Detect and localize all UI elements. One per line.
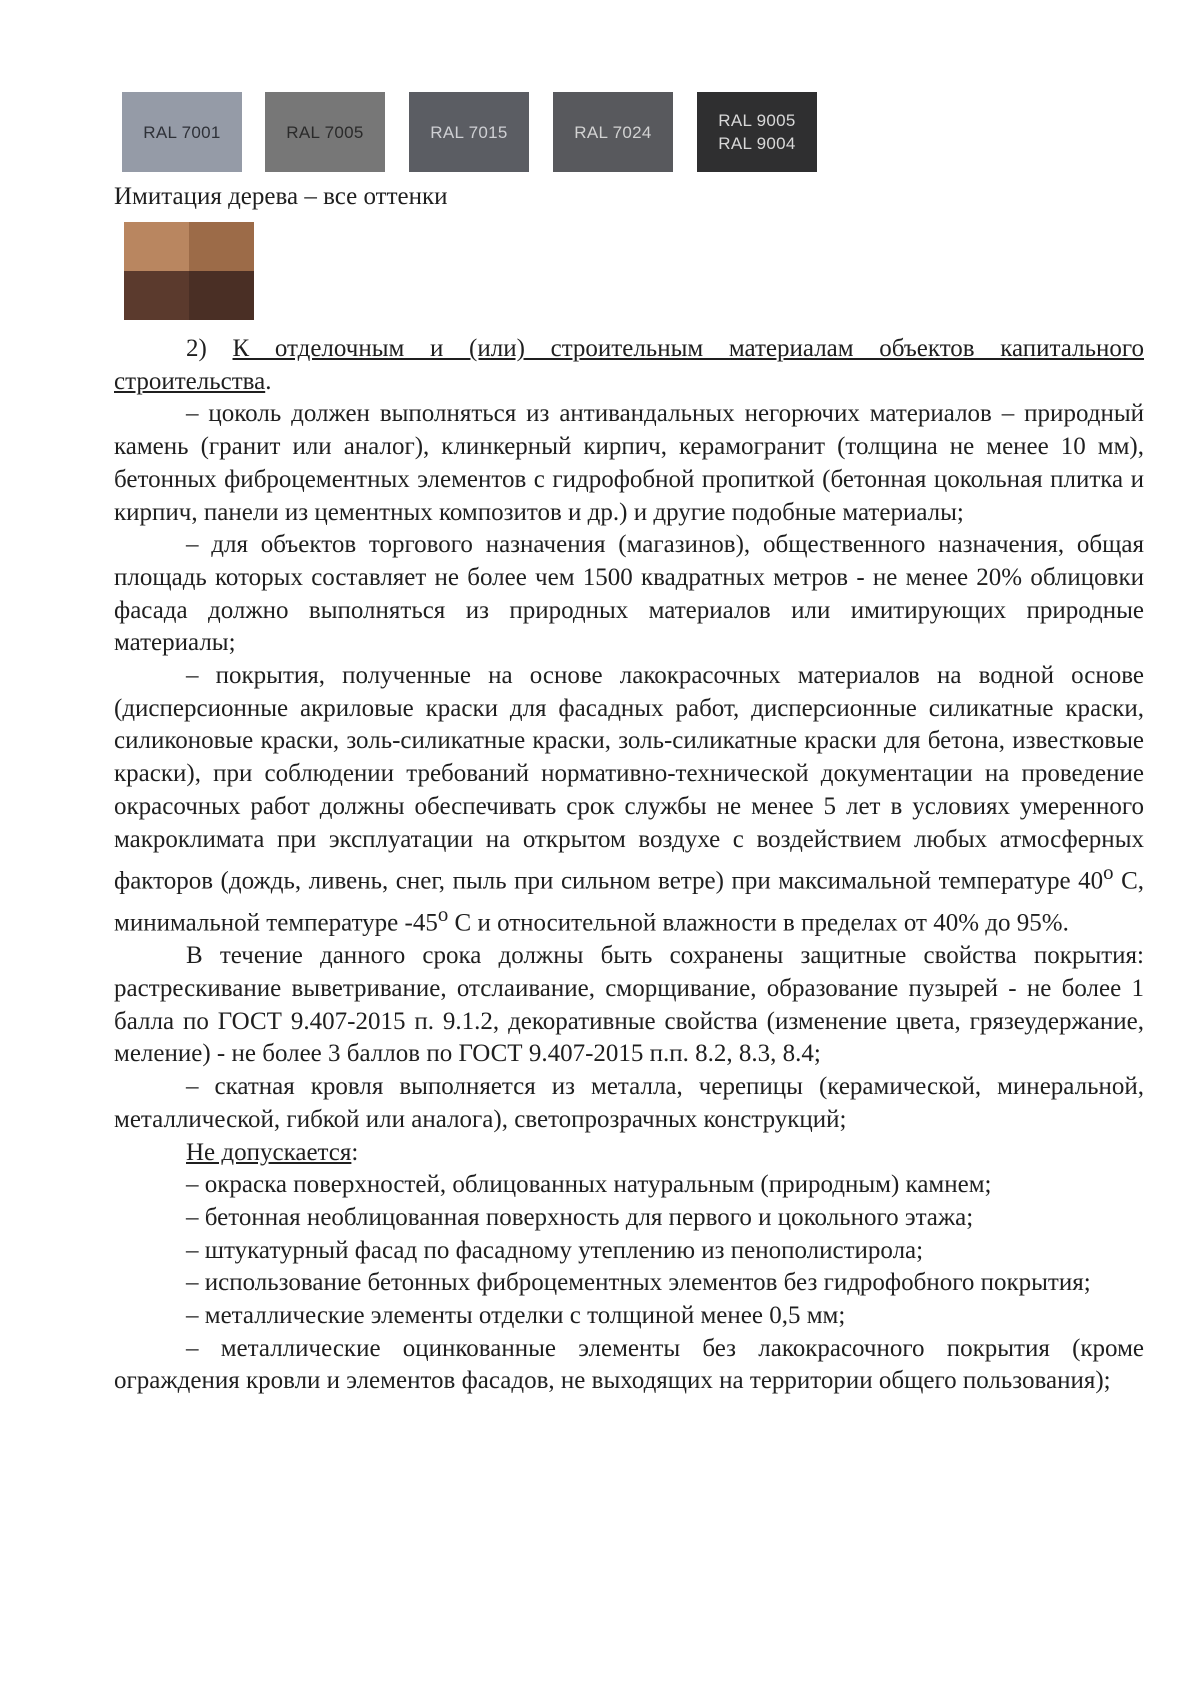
paragraph-part: С, минимальной температуре -45 — [114, 867, 1144, 937]
not-allowed-label: Не допускается — [186, 1138, 352, 1166]
section-title-end: . — [265, 367, 272, 395]
section-title: К отделочным и (или) строительным материалам объектов капитального строительства — [114, 335, 1144, 395]
paragraph-part: С и относительной влажности в пределах от 40% до 95%. — [448, 909, 1069, 937]
wood-swatch — [124, 222, 254, 320]
paragraph: – скатная кровля выполняется из металла, черепицы (керамической, минеральной, металлической, гибкой или аналога), светопрозрачных конструкций; — [114, 1073, 1144, 1133]
degree-sign: o — [437, 902, 449, 927]
ral-swatch — [265, 92, 385, 172]
wood-tone — [124, 222, 189, 271]
wood-tone — [189, 222, 254, 271]
paragraph-part: – покрытия, полученные на основе лакокрасочных материалов на водной основе (дисперсионные акриловые краски для фасадных работ, дисперсионные силикатные краски, силиконовые краски, золь-силикатные краски, золь-силикатные краски для бетона, известковые краски), при соблюдении требований нормативно-технической документации на проведение окрасочных работ должны обеспечивать срок службы не менее 5 лет в условиях умеренного макроклимата при эксплуатации на открытом воздухе с воздействием любых атмосферных факторов (дождь, ливень, снег, пыль при сильном ветре) при максимальной температуре 40 — [114, 662, 1144, 895]
ral-label: RAL 7015 — [430, 122, 508, 142]
section-number: 2) — [186, 335, 233, 362]
ral-label: RAL 7005 — [286, 122, 364, 142]
paragraph: – штукатурный фасад по фасадному утеплению из пенополистирола; — [186, 1236, 924, 1264]
ral-label: RAL 7024 — [574, 122, 652, 142]
ral-swatch — [409, 92, 529, 172]
paragraph: В течение данного срока должны быть сохранены защитные свойства покрытия: растрескивание выветривание, отслаивание, сморщивание, образование пузырей - не более 1 балла по ГОСТ 9.407-2015 п. 9.1.2, декоративные свойства (изменение цвета, грязеудержание, меление) - не более 3 баллов по ГОСТ 9.407-2015 п.п. 8.2, 8.3, 8.4; — [114, 942, 1144, 1068]
paragraph: – металлические оцинкованные элементы без лакокрасочного покрытия (кроме ограждения кровли и элементов фасадов, не выходящих на территории общего пользования); — [114, 1334, 1144, 1395]
body-text — [114, 333, 1144, 1398]
not-allowed-heading — [114, 1137, 1144, 1170]
paragraph: – для объектов торгового назначения (магазинов), общественного назначения, общая площадь которых составляет не более чем 1500 квадратных метров - не менее 20% облицовки фасада должно выполняться из природных материалов или имитирующих природные материалы; — [114, 531, 1144, 657]
wood-tone — [189, 271, 254, 320]
paragraph: – использование бетонных фиброцементных элементов без гидрофобного покрытия; — [186, 1269, 1091, 1297]
degree-sign: o — [1103, 860, 1114, 885]
paragraph: – металлические элементы отделки с толщиной менее 0,5 мм; — [186, 1302, 846, 1330]
paragraph: – бетонная необлицованная поверхность для первого и цокольного этажа; — [186, 1203, 974, 1231]
not-allowed-colon: : — [351, 1138, 359, 1166]
ral-label: RAL 9004 — [718, 134, 796, 153]
ral-swatch — [697, 92, 817, 172]
ral-swatch — [553, 92, 673, 172]
paragraph: – цоколь должен выполняться из антивандальных негорючих материалов – природный камень (гранит или аналог), клинкерный кирпич, керамогранит (толщина не менее 10 мм), бетонных фиброцементных элементов с гидрофобной пропиткой (бетонная цокольная плитка и кирпич, панели из цементных композитов и др.) и другие подобные материалы; — [114, 400, 1144, 526]
section-heading — [114, 333, 1144, 398]
ral-swatch — [122, 92, 242, 172]
ral-label: RAL 9005 — [718, 111, 796, 130]
ral-label: RAL 7001 — [143, 122, 221, 142]
paragraph — [114, 660, 1144, 940]
wood-title: Имитация дерева – все оттенки — [114, 183, 448, 210]
wood-tone — [124, 271, 189, 320]
paragraph: – окраска поверхностей, облицованных натуральным (природным) камнем; — [186, 1171, 992, 1199]
